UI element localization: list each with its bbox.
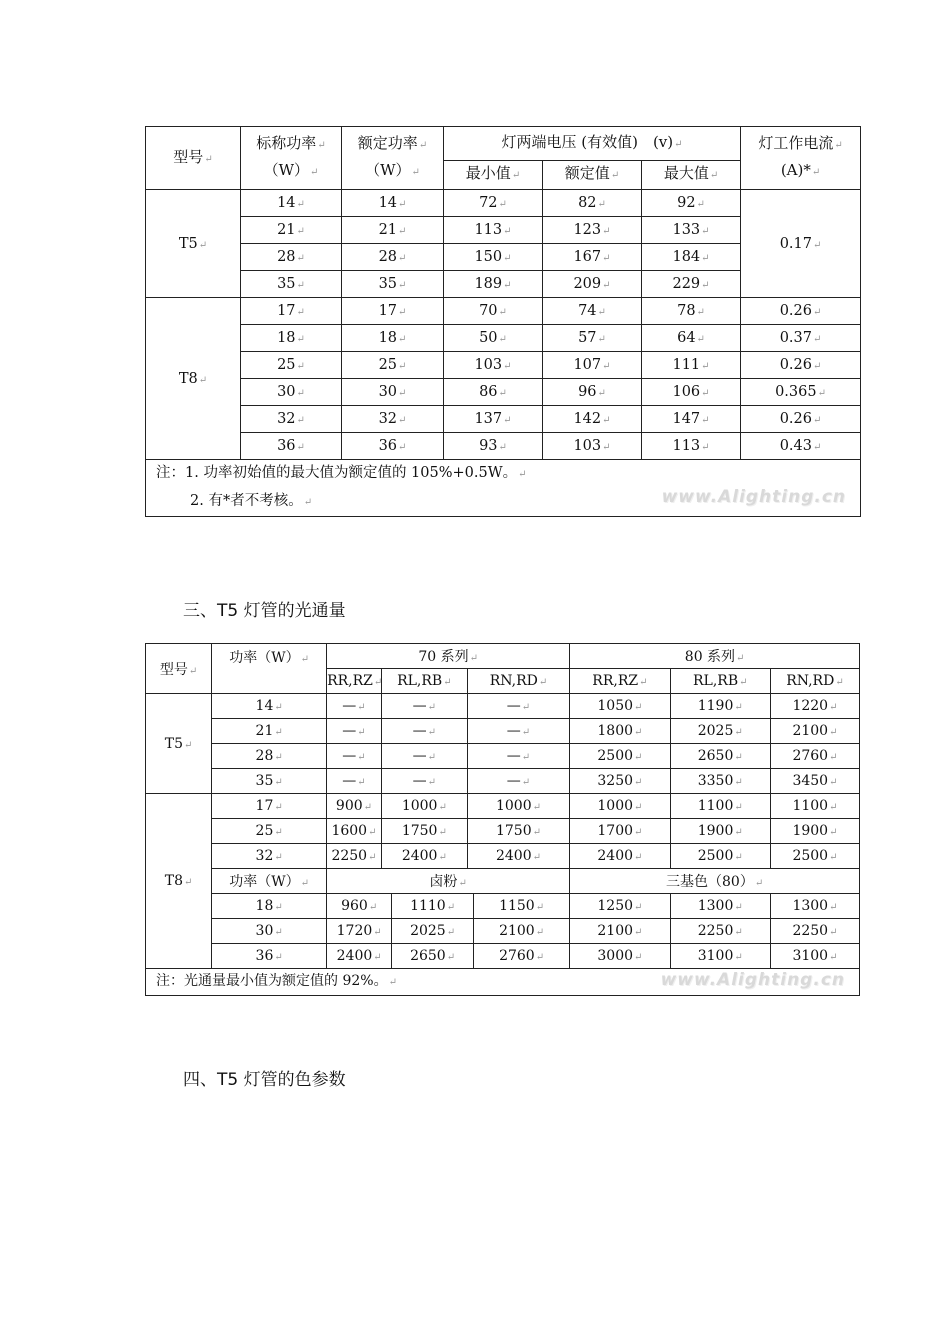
section-heading-color-parameters: 四、T5 灯管的色参数 — [183, 1070, 346, 1090]
note-line-1: 注：1. 功率初始值的最大值为额定值的 105%+0.5W。↵ — [156, 465, 527, 481]
header-rated-power: 额定功率↵ （W）↵ — [342, 127, 444, 190]
header-model: 型号↵ — [146, 644, 212, 694]
model-cell: T5↵ — [146, 694, 212, 794]
model-cell: T8↵ — [146, 298, 241, 460]
table-row: 21↵ —↵ —↵ —↵ 1800↵ 2025↵ 2100↵ — [146, 719, 860, 744]
table-row: 36↵ 2400↵ 2650↵ 2760↵ 3000↵ 3100↵ 3100↵ — [146, 944, 860, 969]
section-heading-luminous-flux: 三、T5 灯管的光通量 — [183, 601, 346, 621]
header-power: 功率（W）↵ — [212, 644, 327, 694]
table-row: 30↵ 1720↵ 2025↵ 2100↵ 2100↵ 2250↵ 2250↵ — [146, 919, 860, 944]
table-row: T8↵ 17↵ 900↵ 1000↵ 1000↵ 1000↵ 1100↵ 1100↵ — [146, 794, 860, 819]
table-note: 注：光通量最小值为额定值的 92%。↵ www.Alighting.cn — [146, 969, 860, 996]
lamp-voltage-current-table — [145, 126, 861, 517]
table-row: 30↵ 30↵ 86↵ 96↵ 106↵ 0.365↵ — [146, 379, 861, 406]
table-row: T8↵ 17↵ 17↵ 70↵ 74↵ 78↵ 0.26↵ — [146, 298, 861, 325]
header-voltage: 灯两端电压 (有效值) (v)↵ — [444, 127, 741, 161]
table-row: 25↵ 1600↵ 1750↵ 1750↵ 1700↵ 1900↵ 1900↵ — [146, 819, 860, 844]
table-row: 32↵ 32↵ 137↵ 142↵ 147↵ 0.26↵ — [146, 406, 861, 433]
table-row: 25↵ 25↵ 103↵ 107↵ 111↵ 0.26↵ — [146, 352, 861, 379]
header-current: 灯工作电流↵ (A)*↵ — [741, 127, 861, 190]
model-cell: T8↵ — [146, 794, 212, 969]
header-series-70: 70 系列↵ — [327, 644, 570, 669]
model-cell: T5↵ — [146, 190, 241, 298]
table-row: 28↵ 28↵ 150↵ 167↵ 184↵ — [146, 244, 861, 271]
table-row: T5↵ 14↵ —↵ —↵ —↵ 1050↵ 1190↵ 1220↵ — [146, 694, 860, 719]
header-voltage-max: 最大值↵ — [642, 160, 741, 189]
header-series-80: 80 系列↵ — [570, 644, 860, 669]
table-row: 21↵ 21↵ 113↵ 123↵ 133↵ — [146, 217, 861, 244]
current-cell: 0.17↵ — [741, 190, 861, 298]
subheader-triphosphor: 三基色（80）↵ — [570, 869, 860, 894]
table-row: 18↵ 18↵ 50↵ 57↵ 64↵ 0.37↵ — [146, 325, 861, 352]
header-voltage-rated: 额定值↵ — [543, 160, 642, 189]
header-nominal-power: 标称功率↵ （W）↵ — [241, 127, 342, 190]
table-note — [146, 460, 861, 517]
table-row: T5↵ 14↵ 14↵ 72↵ 82↵ 92↵ 0.17↵ — [146, 190, 861, 217]
table-row: 35↵ 35↵ 189↵ 209↵ 229↵ — [146, 271, 861, 298]
luminous-flux-table: 型号↵ 功率（W）↵ 70 系列↵ 80 系列↵ RR,RZ↵ RL,RB↵ RN,RD↵ RR,RZ↵ RL,RB↵ RN,RD↵ T5↵ 14↵ —↵ —↵ —↵ 1050↵ 1190↵ 1220↵ 21↵ —↵ —↵ —↵ 1800↵ 2025↵ 2100↵ 28↵ —↵ —↵ —↵ 2500↵ 2650↵ 2760↵ 35↵ —↵ —↵ —↵ 3250↵ 3350↵ 3450↵ T8↵ 17↵ 900↵ 1000↵ 1000↵ 1000↵ 1100↵ 1100↵ 25↵ 1600↵ 1750↵ 1750↵ 1700↵ 1900↵ 1900↵ 32↵ 2250↵ 2400↵ 2400↵ 2400↵ 2500↵ 2500↵ 功率（W）↵ 卤粉↵ 三基色（80）↵ 18↵ 960↵ 1110↵ 1150↵ 1250↵ 1300↵ 1300↵ 30↵ 1720↵ 2025↵ 2100↵ 2100↵ 2250↵ 2250↵ 36↵ 2400↵ 2650↵ 2760↵ 3000↵ 3100↵ 3100↵ 注：光通量最小值为额定值的 92%。↵ www.Alighting.cn — [145, 643, 860, 996]
watermark: www.Alighting.cn — [660, 970, 845, 990]
subheader-halophosphate: 卤粉↵ — [327, 869, 570, 894]
table-row: 18↵ 960↵ 1110↵ 1150↵ 1250↵ 1300↵ 1300↵ — [146, 894, 860, 919]
subheader-power: 功率（W）↵ — [212, 869, 327, 894]
table-row: 28↵ —↵ —↵ —↵ 2500↵ 2650↵ 2760↵ — [146, 744, 860, 769]
table-row: 36↵ 36↵ 93↵ 103↵ 113↵ 0.43↵ — [146, 433, 861, 460]
header-voltage-min: 最小值↵ — [444, 160, 543, 189]
table-row: 32↵ 2250↵ 2400↵ 2400↵ 2400↵ 2500↵ 2500↵ — [146, 844, 860, 869]
note-line-2: 2. 有*者不考核。↵ — [190, 493, 313, 509]
header-model: 型号↵ — [146, 127, 241, 190]
watermark: www.Alighting.cn — [661, 487, 847, 507]
table-row: 35↵ —↵ —↵ —↵ 3250↵ 3350↵ 3450↵ — [146, 769, 860, 794]
